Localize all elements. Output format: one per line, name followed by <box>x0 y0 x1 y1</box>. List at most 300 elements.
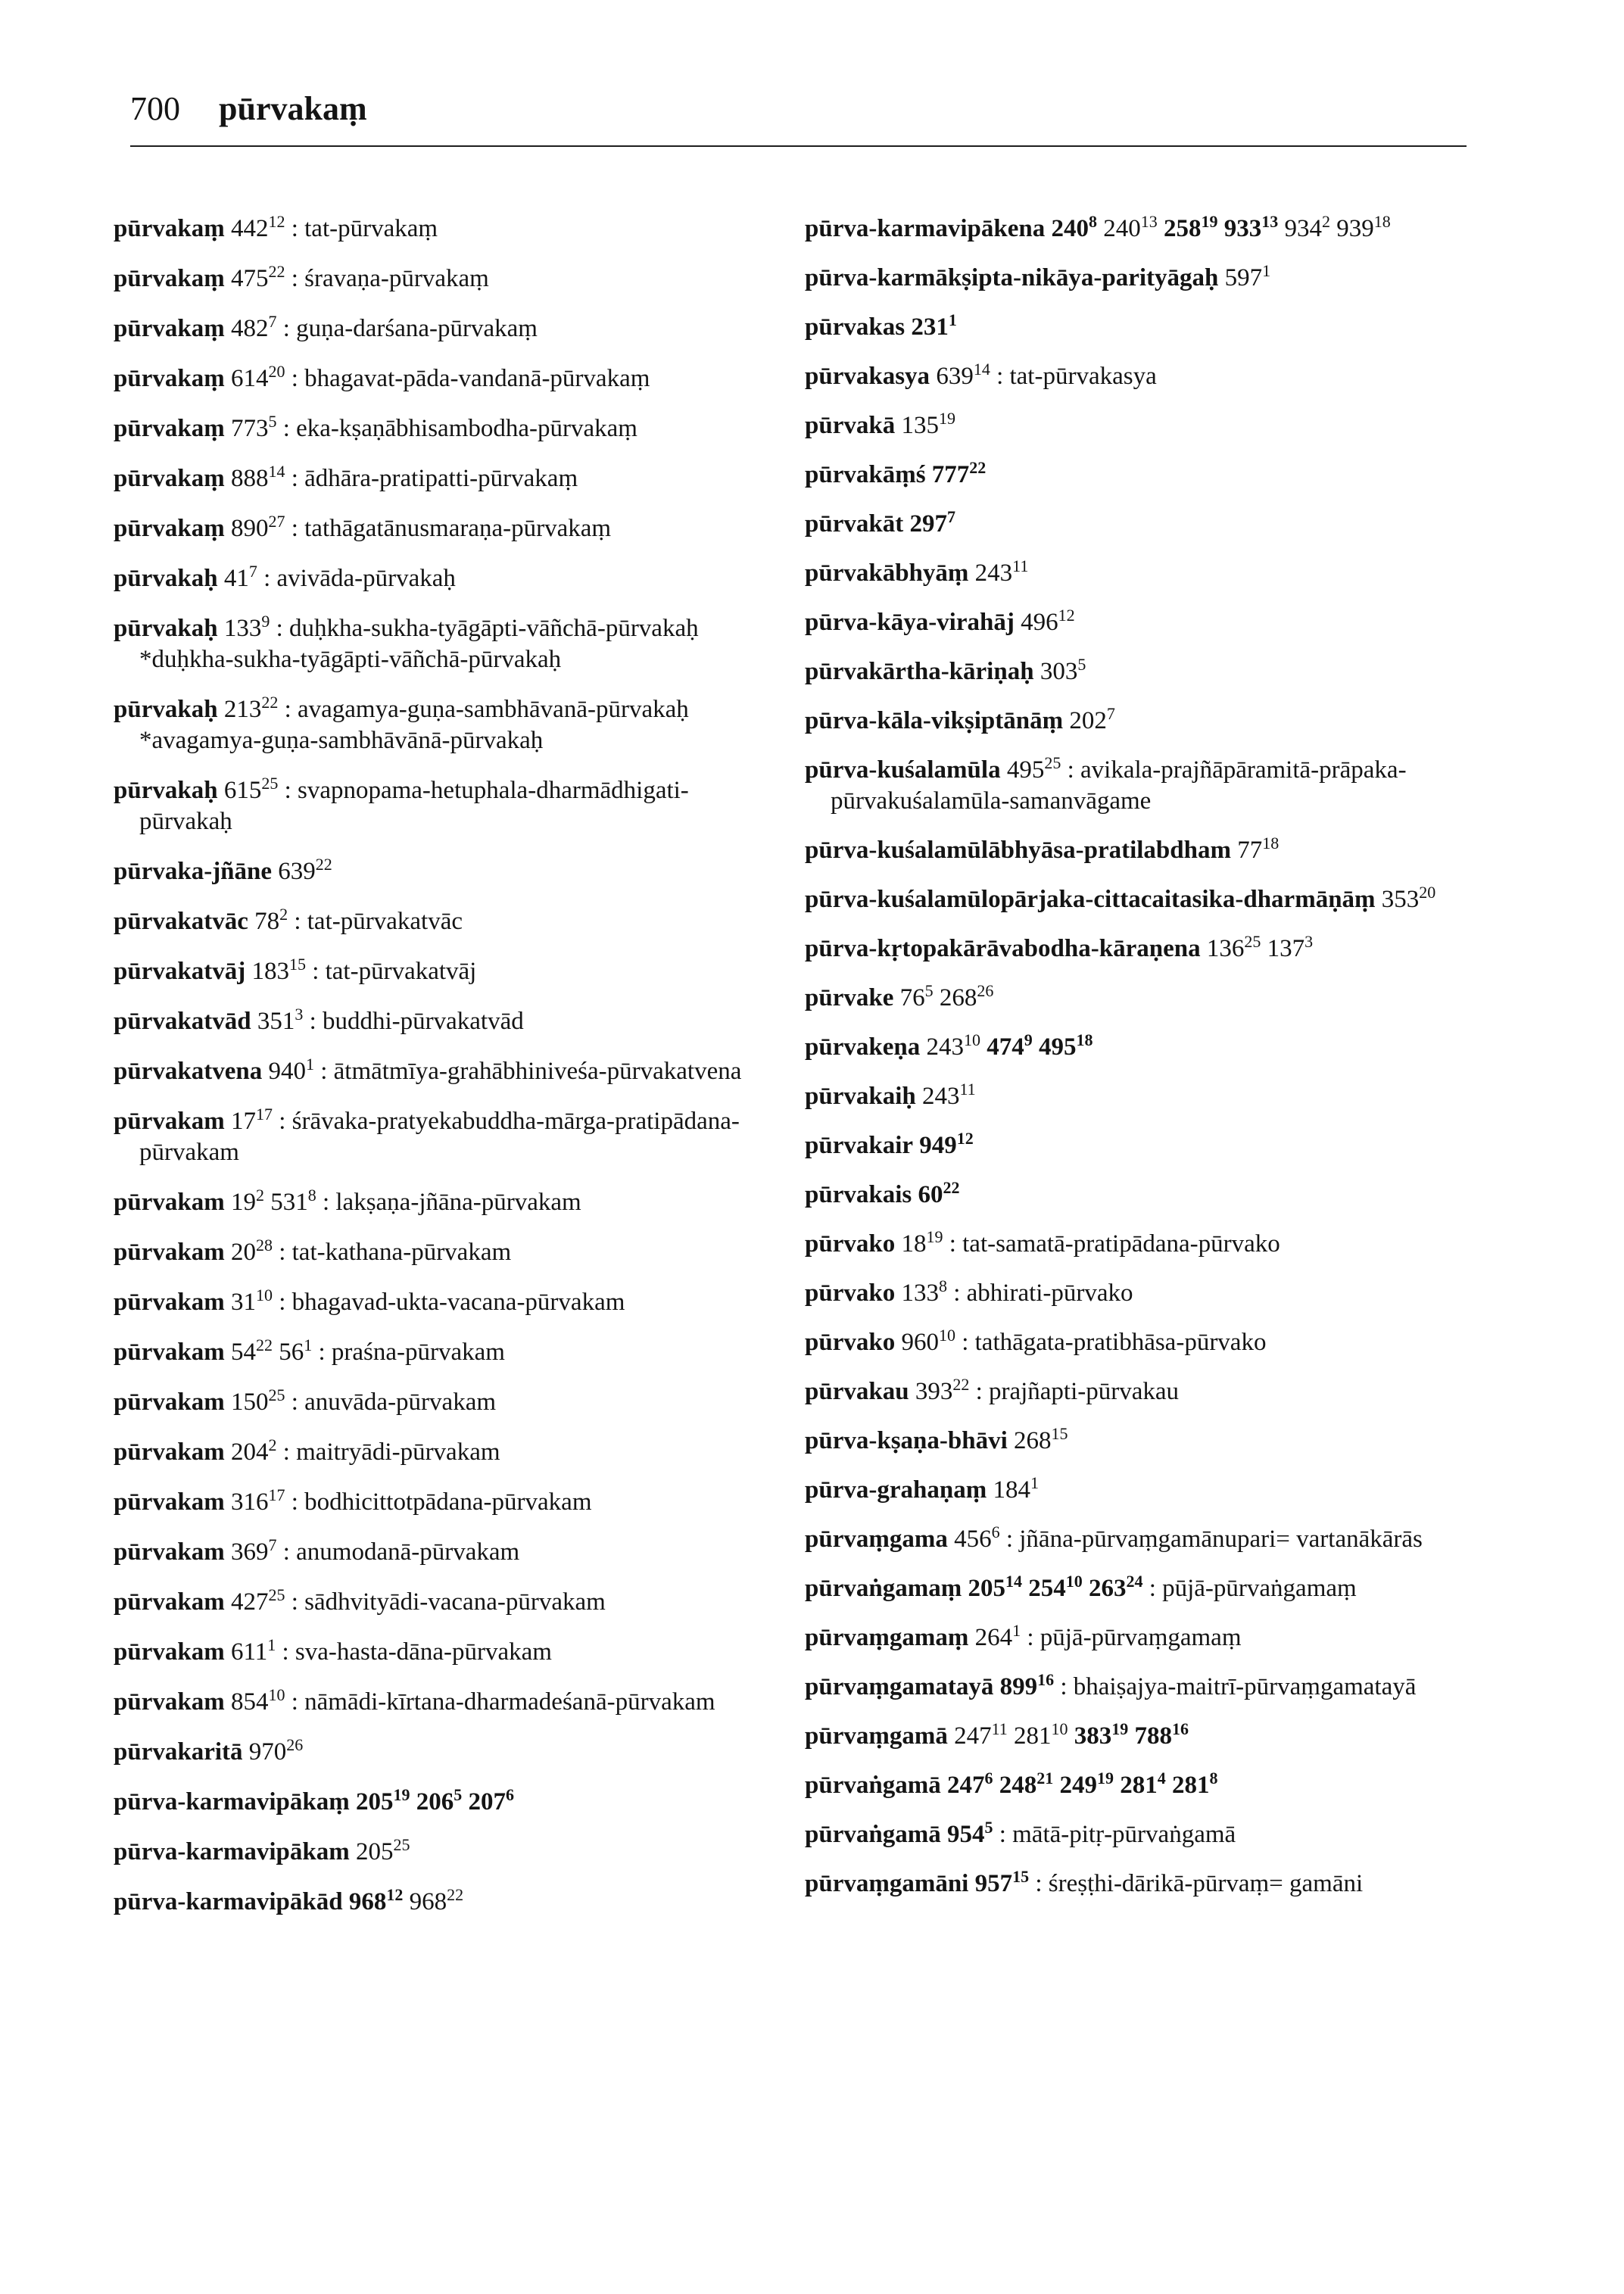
index-entry: pūrvakaṃ $888^{14}$ : ādhāra-pratipatti-pūrvakaṃ <box>114 462 578 492</box>
reference-page: 264 <box>974 1624 1013 1651</box>
reference-line: 9 <box>1024 1030 1033 1049</box>
reference-line: 24 <box>1126 1572 1143 1591</box>
reference-page: 899 <box>999 1673 1038 1700</box>
page-reference <box>230 1685 285 1716</box>
index-entry <box>805 410 1467 441</box>
entry-headword: pūrvakam <box>114 1538 225 1566</box>
reference-line: 5 <box>1077 655 1086 674</box>
index-entry: pūrvakam $427^{25}$ : sādhvityādi-vacana-pūrvakam <box>114 1585 606 1616</box>
reference-page: 247 <box>946 1772 985 1799</box>
entry-context: avikala-prajñāpāramitā-prāpaka-pūrvakuśalamūla-samanvāgame <box>831 756 1407 815</box>
reference-page: 369 <box>230 1538 269 1566</box>
page-reference <box>1134 1719 1189 1750</box>
entry-context: bhagavat-pāda-vandanā-pūrvakaṃ <box>304 365 650 392</box>
entry-headword: pūrva-karmavipākam <box>114 1838 350 1865</box>
page-reference <box>1171 1769 1218 1799</box>
reference-line: 22 <box>447 1885 464 1904</box>
index-entry <box>805 884 1467 915</box>
entry-context: śreṣṭhi-dārikā-pūrvaṃ= gamāni <box>1048 1870 1364 1897</box>
index-entry <box>114 1837 765 1868</box>
page-reference <box>1028 1572 1083 1602</box>
entry-headword: pūrva-kuśalamūlopārjaka-cittacaitasika-dharmāṇāṃ <box>805 886 1376 913</box>
reference-line: 26 <box>977 981 994 1000</box>
reference-page: 254 <box>1028 1575 1066 1602</box>
reference-page: 353 <box>1381 886 1420 913</box>
reference-page: 20 <box>230 1239 256 1266</box>
reference-line: 14 <box>268 462 285 481</box>
index-entry: pūrvakaṃ $442^{12}$ : tat-pūrvakaṃ <box>114 212 438 242</box>
index-entry <box>805 607 1467 638</box>
index-entry: pūrvakasya $639^{14}$ : tat-pūrvakasya <box>805 360 1157 390</box>
page-reference <box>1336 212 1391 242</box>
page-reference <box>268 1055 314 1085</box>
entry-context: tat-kathana-pūrvakam <box>291 1239 512 1266</box>
reference-line: 10 <box>1051 1719 1068 1738</box>
page-reference <box>931 458 987 488</box>
reference-line: 22 <box>969 458 987 477</box>
index-entry: pūrvakaṃ $890^{27}$ : tathāgatānusmaraṇa-pūrvakaṃ <box>114 512 612 542</box>
page-reference <box>954 1719 1008 1750</box>
reference-page: 934 <box>1284 215 1322 242</box>
reference-page: 611 <box>230 1638 268 1666</box>
reference-line: 3 <box>1304 932 1314 951</box>
index-entry <box>805 312 1467 343</box>
entry-headword: pūrvakaḥ <box>114 615 218 642</box>
reference-line: 17 <box>255 1105 273 1124</box>
page-reference <box>987 1030 1033 1061</box>
reference-line: 19 <box>393 1785 410 1804</box>
reference-page: 248 <box>999 1772 1037 1799</box>
entry-headword: pūrvakam <box>114 1389 225 1416</box>
entry-headword: pūrvakārtha-kāriṇaḥ <box>805 658 1034 685</box>
reference-line: 18 <box>1373 212 1391 231</box>
page-reference <box>230 362 285 392</box>
index-entry: pūrvakam $611^1$ : sva-hasta-dāna-pūrvakam <box>114 1635 552 1666</box>
reference-page: 957 <box>974 1870 1013 1897</box>
reference-page: 247 <box>954 1722 992 1750</box>
running-header <box>130 89 367 129</box>
entry-headword: pūrvakam <box>114 1638 225 1666</box>
reference-page: 268 <box>1014 1427 1052 1454</box>
index-entry: pūrvakam $54^{22}$ $56^1$ : praśna-pūrvakam <box>114 1336 505 1366</box>
reference-line: 20 <box>268 362 285 381</box>
reference-line: 10 <box>938 1326 955 1345</box>
reference-page: 205 <box>968 1575 1005 1602</box>
index-entry <box>805 1130 1467 1161</box>
page-reference <box>230 1435 277 1466</box>
page-reference <box>1237 834 1280 864</box>
reference-page: 939 <box>1336 215 1374 242</box>
page-reference <box>946 1769 993 1799</box>
entry-headword: pūrva-kuśalamūlābhyāsa-pratilabdham <box>805 837 1231 864</box>
entry-headword: pūrva-karmavipākād <box>114 1888 343 1915</box>
reference-line: 2 <box>279 905 288 924</box>
reference-page: 231 <box>911 313 949 341</box>
entry-headword: pūrvakaṃ <box>114 515 225 542</box>
reference-line: 7 <box>248 562 257 581</box>
reference-page: 960 <box>901 1329 939 1356</box>
entry-headword: pūrvakau <box>805 1378 909 1405</box>
entry-headword: pūrvaṃgamaṃ <box>805 1624 969 1651</box>
entry-headword: pūrvakaḥ <box>114 565 218 592</box>
page-reference <box>223 562 257 592</box>
entry-context: ādhāra-pratipatti-pūrvakaṃ <box>304 465 578 492</box>
entry-headword: pūrva-karmavipākaṃ <box>114 1788 350 1816</box>
reference-line: 11 <box>959 1080 976 1099</box>
reference-line: 13 <box>1261 212 1279 231</box>
entry-headword: pūrvakāṃś <box>805 461 926 488</box>
reference-line: 8 <box>1088 212 1097 231</box>
reference-line: 6 <box>984 1769 993 1788</box>
page-reference <box>909 507 955 538</box>
entry-headword: pūrva-grahaṇaṃ <box>805 1476 987 1504</box>
page-reference <box>899 981 934 1011</box>
reference-page: 788 <box>1134 1722 1173 1750</box>
reference-page: 495 <box>1038 1033 1077 1061</box>
page-reference <box>416 1785 463 1816</box>
reference-page: 133 <box>901 1279 939 1307</box>
reference-page: 136 <box>1206 935 1245 962</box>
entry-headword: pūrvaka-jñāne <box>114 858 273 885</box>
reference-page: 78 <box>254 908 280 935</box>
reference-page: 482 <box>230 315 269 342</box>
page-reference <box>939 981 994 1011</box>
reference-line: 8 <box>307 1186 316 1205</box>
reference-page: 77 <box>1237 837 1263 864</box>
page-reference <box>230 1105 273 1135</box>
reference-line: 12 <box>1058 606 1075 625</box>
entry-headword: pūrvakair <box>805 1132 914 1159</box>
reference-line: 22 <box>261 693 279 712</box>
right-column <box>805 214 1467 1918</box>
reference-line: 14 <box>1005 1572 1022 1591</box>
entry-headword: pūrvake <box>805 984 894 1011</box>
entry-headword: pūrvakaṃ <box>114 265 225 292</box>
page-reference <box>919 1129 974 1159</box>
reference-line: 5 <box>268 412 277 431</box>
entry-headword: pūrvakam <box>114 1588 225 1616</box>
page-reference <box>1006 753 1061 784</box>
reference-page: 968 <box>409 1888 447 1915</box>
reference-line: 21 <box>1036 1769 1054 1788</box>
reference-line: 15 <box>1012 1867 1030 1886</box>
reference-line: 19 <box>1111 1719 1129 1738</box>
reference-page: 54 <box>230 1339 256 1366</box>
reference-line: 1 <box>1012 1621 1021 1640</box>
index-entry: pūrvakaḥ $213^{22}$ : avagamya-guṇa-sambhāvanā-pūrvakaḥ *avagamya-guṇa-sambhāvānā-pūrvakaḥ <box>114 693 689 754</box>
reference-line: 25 <box>261 774 279 793</box>
page-reference <box>230 1286 273 1316</box>
page-reference <box>1021 606 1075 636</box>
page-reference <box>230 1585 285 1616</box>
page-reference <box>230 1186 264 1216</box>
reference-page: 393 <box>915 1378 953 1405</box>
entry-headword: pūrvakaṃ <box>114 215 225 242</box>
entry-headword: pūrvakābhyāṃ <box>805 559 969 587</box>
reference-line: 16 <box>1037 1670 1055 1689</box>
page-reference <box>1059 1769 1114 1799</box>
entry-headword: pūrvaṃgamatayā <box>805 1673 994 1700</box>
header-rule <box>130 145 1467 147</box>
reference-line: 8 <box>1209 1769 1218 1788</box>
entry-headword: pūrvakam <box>114 1239 225 1266</box>
page-reference <box>230 262 285 292</box>
page-reference <box>248 1735 304 1766</box>
page-reference <box>1014 1719 1068 1750</box>
entry-headword: pūrvakaritā <box>114 1738 243 1766</box>
reference-line: 10 <box>1065 1572 1083 1591</box>
index-entry <box>805 460 1467 491</box>
reference-line: 6 <box>505 1785 514 1804</box>
reference-page: 184 <box>993 1476 1030 1504</box>
page-reference <box>230 1535 277 1566</box>
reference-line: 26 <box>286 1735 304 1754</box>
entry-context: bhaiṣajya-maitrī-pūrvaṃgamatayā <box>1073 1673 1417 1700</box>
entry-headword: pūrvakaiḥ <box>805 1083 916 1110</box>
page-reference <box>936 360 990 390</box>
entry-context: jñāna-pūrvaṃgamānupari= vartanākārās <box>1019 1526 1423 1553</box>
reference-line: 6 <box>991 1523 1000 1541</box>
entry-headword: pūrvako <box>805 1329 896 1356</box>
entry-context: buddhi-pūrvakatvād <box>322 1008 524 1035</box>
page-reference <box>1224 261 1271 291</box>
reference-page: 135 <box>901 412 939 439</box>
page-reference <box>409 1885 464 1915</box>
entry-context: pūjā-pūrvaṃgamaṃ <box>1040 1624 1242 1651</box>
entry-context: tat-pūrvakaṃ <box>304 215 438 242</box>
entry-context: bhagavad-ukta-vacana-pūrvakam <box>291 1289 625 1316</box>
entry-headword: pūrvakatvāj <box>114 958 246 985</box>
entry-headword: pūrvakaṃ <box>114 415 225 442</box>
index-entry <box>805 1475 1467 1506</box>
entry-context: tat-pūrvakatvāc <box>307 908 463 935</box>
reference-page: 456 <box>954 1526 992 1553</box>
index-entry <box>805 933 1467 965</box>
reference-page: 968 <box>348 1888 387 1915</box>
page-reference <box>355 1785 410 1816</box>
index-entry: pūrvaṃgamatayā $899^{16}$ : bhaiṣajya-maitrī-pūrvaṃgamatayā <box>805 1670 1417 1700</box>
reference-line: 5 <box>454 1785 463 1804</box>
entry-context: mātā-pitṛ-pūrvaṅgamā <box>1012 1821 1236 1848</box>
reference-page: 890 <box>230 515 269 542</box>
reference-page: 639 <box>278 858 316 885</box>
reference-line: 25 <box>268 1585 285 1604</box>
reference-line: 11 <box>1012 556 1029 575</box>
entry-headword: pūrvakā <box>805 412 896 439</box>
reference-line: 15 <box>288 955 306 974</box>
entry-context: abhirati-pūrvako <box>966 1279 1133 1307</box>
reference-page: 639 <box>936 363 974 390</box>
page-reference <box>915 1375 970 1405</box>
reference-page: 949 <box>919 1132 957 1159</box>
entry-headword: pūrva-kāla-vikṣiptānāṃ <box>805 707 1064 734</box>
index-entry <box>805 509 1467 540</box>
index-entry <box>805 263 1467 294</box>
page-reference <box>901 1227 943 1258</box>
entry-headword: pūrvakaḥ <box>114 777 218 804</box>
reference-page: 263 <box>1088 1575 1127 1602</box>
index-entry: pūrvakaṃ $482^7$ : guṇa-darśana-pūrvakaṃ <box>114 312 538 342</box>
reference-page: 281 <box>1014 1722 1052 1750</box>
reference-line: 3 <box>295 1005 304 1024</box>
entry-context: avivāda-pūrvakaḥ <box>276 565 456 592</box>
reference-line: 18 <box>1262 834 1280 852</box>
index-entry: pūrva-kuśalamūla $495^{25}$ : avikala-prajñāpāramitā-prāpaka-pūrvakuśalamūla-samanvāgame <box>805 753 1407 815</box>
index-entry: pūrvakatvāc $78^2$ : tat-pūrvakatvāc <box>114 905 463 935</box>
reference-line: 13 <box>1140 212 1158 231</box>
reference-page: 202 <box>1069 707 1107 734</box>
index-entry: pūrvakatvena $940^1$ : ātmātmīya-grahābhiniveśa-pūrvakatvena <box>114 1055 742 1085</box>
entry-context: avagamya-guṇa-sambhāvanā-pūrvakaḥ *avagamya-guṇa-sambhāvānā-pūrvakaḥ <box>139 696 689 754</box>
entry-context: anuvāda-pūrvakam <box>304 1389 497 1416</box>
reference-page: 597 <box>1224 264 1263 291</box>
reference-page: 243 <box>974 559 1013 587</box>
page-reference <box>1267 932 1314 962</box>
page-reference <box>1088 1572 1143 1602</box>
entry-context: sva-hasta-dāna-pūrvakam <box>295 1638 552 1666</box>
entry-context: tat-pūrvakasya <box>1009 363 1157 390</box>
reference-page: 41 <box>223 565 249 592</box>
entry-context: sādhvityādi-vacana-pūrvakam <box>304 1588 606 1616</box>
page-reference <box>1120 1769 1166 1799</box>
reference-page: 281 <box>1171 1772 1210 1799</box>
page-reference <box>1223 212 1279 242</box>
index-entry: pūrvaṅgamaṃ $205^{14}$ $254^{10}$ $263^{24}$ : pūjā-pūrvaṅgamaṃ <box>805 1572 1357 1602</box>
entry-headword: pūrvakatvāc <box>114 908 248 935</box>
page-reference <box>921 1080 976 1110</box>
index-entry <box>805 1081 1467 1112</box>
reference-page: 133 <box>223 615 262 642</box>
reference-line: 5 <box>984 1818 993 1837</box>
entry-context: eka-kṣaṇābhisambodha-pūrvakaṃ <box>296 415 637 442</box>
index-entry: pūrvakam $369^7$ : anumodanā-pūrvakam <box>114 1535 520 1566</box>
reference-line: 1 <box>305 1055 314 1074</box>
entry-context: praśna-pūrvakam <box>331 1339 505 1366</box>
page-reference <box>223 693 279 723</box>
reference-page: 531 <box>270 1189 308 1216</box>
reference-page: 303 <box>1040 658 1078 685</box>
index-entry: pūrvakaṃ $614^{20}$ : bhagavat-pāda-vandanā-pūrvakaṃ <box>114 362 650 392</box>
index-entry: pūrvakaḥ $133^9$ : duḥkha-sukha-tyāgāpti-vāñchā-pūrvakaḥ *duḥkha-sukha-tyāgāpti-vāñchā-pūrvakaḥ <box>114 612 699 673</box>
index-entry <box>805 214 1467 245</box>
page-reference <box>1381 883 1436 913</box>
reference-line: 12 <box>956 1129 974 1148</box>
index-entry <box>805 1032 1467 1063</box>
page-reference <box>1103 212 1158 242</box>
reference-page: 297 <box>909 510 947 538</box>
reference-line: 8 <box>938 1276 947 1295</box>
index-entry: pūrvakam $17^{17}$ : śrāvaka-pratyekabuddha-mārga-pratipādana-pūrvakam <box>114 1105 740 1166</box>
entry-headword: pūrva-kṛtopakārāvabodha-kāraṇena <box>805 935 1201 962</box>
page-reference <box>1040 655 1086 685</box>
reference-line: 20 <box>1419 883 1436 902</box>
page-reference <box>230 1485 285 1516</box>
entry-context: śrāvaka-pratyekabuddha-mārga-pratipādana-pūrvakam <box>139 1108 740 1166</box>
entry-context: maitryādi-pūrvakam <box>296 1438 500 1466</box>
page-reference <box>999 1769 1054 1799</box>
entry-headword: pūrvako <box>805 1230 896 1258</box>
entry-context: tathāgata-pratibhāsa-pūrvako <box>974 1329 1267 1356</box>
entry-headword: pūrva-kṣaṇa-bhāvi <box>805 1427 1008 1454</box>
running-headword: pūrvakaṃ <box>219 90 367 127</box>
page-reference <box>911 310 957 341</box>
reference-line: 7 <box>268 312 277 331</box>
page-reference <box>993 1473 1039 1504</box>
index-entry: pūrvakam $150^{25}$ : anuvāda-pūrvakam <box>114 1385 497 1416</box>
page-reference <box>278 855 332 885</box>
reference-line: 10 <box>268 1685 285 1704</box>
reference-line: 27 <box>268 512 285 531</box>
reference-line: 1 <box>1030 1473 1039 1492</box>
index-entry <box>805 656 1467 687</box>
reference-line: 12 <box>268 212 285 231</box>
index-entry: pūrvako $18^{19}$ : tat-samatā-pratipādana-pūrvako <box>805 1227 1280 1258</box>
index-entry <box>805 706 1467 737</box>
reference-line: 17 <box>268 1485 285 1504</box>
entry-context: tat-samatā-pratipādana-pūrvako <box>962 1230 1280 1258</box>
index-entry: pūrvakaṃ $475^{22}$ : śravaṇa-pūrvakaṃ <box>114 262 489 292</box>
reference-line: 25 <box>1044 753 1061 772</box>
reference-page: 854 <box>230 1688 269 1716</box>
entry-headword: pūrvakeṇa <box>805 1033 921 1061</box>
reference-page: 383 <box>1074 1722 1112 1750</box>
reference-line: 25 <box>1244 932 1261 951</box>
page-reference <box>257 1005 304 1035</box>
reference-line: 22 <box>315 855 332 874</box>
reference-line: 14 <box>973 360 990 379</box>
index-entry <box>805 1426 1467 1457</box>
reference-page: 888 <box>230 465 269 492</box>
page-reference <box>901 1326 955 1356</box>
entry-context: duḥkha-sukha-tyāgāpti-vāñchā-pūrvakaḥ *duḥkha-sukha-tyāgāpti-vāñchā-pūrvakaḥ <box>139 615 699 673</box>
reference-line: 1 <box>267 1635 276 1654</box>
entry-context: tat-pūrvakatvāj <box>325 958 477 985</box>
page-reference <box>348 1885 404 1915</box>
entry-headword: pūrvaṅgamā <box>805 1821 941 1848</box>
entry-headword: pūrvakam <box>114 1189 225 1216</box>
page-reference <box>974 556 1029 587</box>
reference-line: 2 <box>268 1435 277 1454</box>
index-entry: pūrvakatvād $351^3$ : buddhi-pūrvakatvād <box>114 1005 524 1035</box>
entry-context: śravaṇa-pūrvakaṃ <box>304 265 489 292</box>
reference-page: 933 <box>1223 215 1262 242</box>
index-entry: pūrvaṅgamā $954^5$ : mātā-pitṛ-pūrvaṅgamā <box>805 1818 1236 1848</box>
entry-headword: pūrva-kāya-virahāj <box>805 609 1015 636</box>
entry-context: lakṣaṇa-jñāna-pūrvakam <box>335 1189 581 1216</box>
entry-headword: pūrvakais <box>805 1181 912 1208</box>
index-entry <box>805 1770 1467 1801</box>
reference-page: 60 <box>918 1181 943 1208</box>
reference-line: 25 <box>393 1835 410 1854</box>
reference-line: 15 <box>1051 1424 1068 1443</box>
reference-page: 316 <box>230 1488 269 1516</box>
reference-page: 474 <box>987 1033 1024 1061</box>
reference-page: 243 <box>921 1083 960 1110</box>
entry-headword: pūrvakaṃ <box>114 465 225 492</box>
reference-line: 5 <box>924 981 934 1000</box>
entry-headword: pūrvakatvena <box>114 1058 263 1085</box>
reference-page: 615 <box>223 777 262 804</box>
index-entry: pūrvakaḥ $615^{25}$ : svapnopama-hetuphala-dharmādhigati-pūrvakaḥ <box>114 774 689 835</box>
entry-headword: pūrvakaḥ <box>114 696 218 723</box>
entry-headword: pūrva-karmākṣipta-nikāya-parityāgaḥ <box>805 264 1219 291</box>
page-reference <box>230 312 277 342</box>
index-entry: pūrvakaḥ $41^7$ : avivāda-pūrvakaḥ <box>114 562 456 592</box>
reference-line: 9 <box>261 612 270 631</box>
index-entry: pūrvakam $204^2$ : maitryādi-pūrvakam <box>114 1435 500 1466</box>
entry-context: svapnopama-hetuphala-dharmādhigati-pūrvakaḥ <box>139 777 689 835</box>
entry-headword: pūrva-kuśalamūla <box>805 756 1001 784</box>
